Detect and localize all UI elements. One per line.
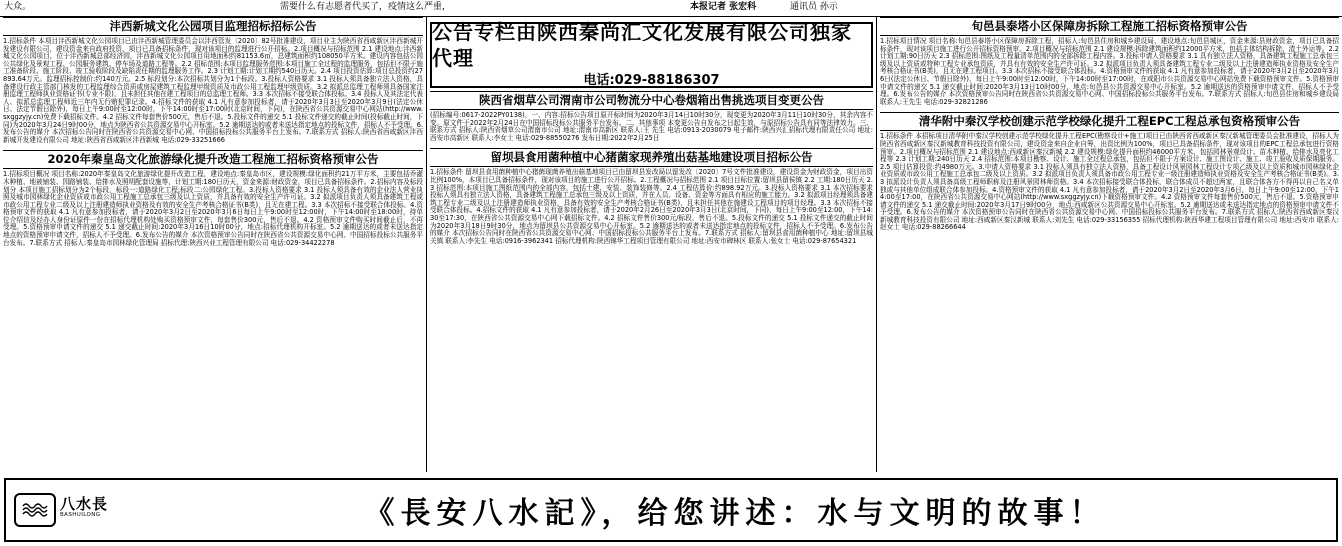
top-strip-fragment-left: 大众。 <box>4 2 32 12</box>
advertisement-headline: 公告专栏由陕西秦尚汇文化发展有限公司独家代理 <box>432 20 852 70</box>
notice-block <box>3 150 423 247</box>
byline-right: 通讯员 孙示 <box>790 2 838 12</box>
brand-logo <box>14 488 134 532</box>
notice-body: 1.招标项目情况 项目名称:旬邑县泰塔小区保障房拆除工程，招标人:旬邑县住房和城乡建设局，建设地点:旬邑县城区，资金来源:县财政资金，项目已具备招标条件，现对该项目施工进行公开招标资格预审。2.项目概况与招标范围 2.1 建设规模:拆除建筑面积约12000平方米，包括主体结构拆除、渣土外运等。2.2 计划工期:90日历天 2.3 招标范围:图纸及工程量清单范围内的全部拆除工程内容。3.投标申请人资格要求 3.1 具有独立法人资格，具备建筑工程施工总承包三级及以上资质或特种工程专业承包资质，并具有有效的安全生产许可证。3.2 拟派项目负责人须具备建筑工程专业二级及以上注册建造师执业资格及安全生产考核合格证书(B类)，且无在建工程项目。3.3 本次招标不接受联合体投标。4.资格预审文件的获取 4.1 凡有意参加投标者，请于2020年3月2日至2020年3月6日(法定公休日、节假日除外)，每日上午9:00时至12:00时，下午14:00时至17:00时，在咸阳市公共资源交易中心网站免费下载资格预审文件。5.资格预审申请文件的递交 5.1 递交截止时间:2020年3月13日10时00分，地点:旬邑县公共资源交易中心开标室。5.2 逾期送达的资格预审申请文件，招标人不予受理。6.发布公告的媒介 本次资格预审公告同时在陕西省公共资源交易中心网、中国招标投标公共服务平台发布。7.联系方式 招标人:旬邑县住房和城乡建设局 联系人:王先生 电话:029-32821286 <box>880 37 1339 106</box>
banner-slogan: 《長安八水記》，给您讲述：水与文明的故事！ <box>364 496 1106 531</box>
notice-title: 2020年秦皇岛文化旅游绿化提升改造工程施工招标资格预审公告 <box>3 150 423 169</box>
byline-label: 本报记者 张宏科 <box>690 2 757 12</box>
notice-block <box>3 17 423 144</box>
notice-body: 1.招标条件 本项目沣西新城文化公园项目已由沣西新城管理委员会以沣西管发〔2020〕82号批准建设，项目业主为陕西省西咸新区沣西新城开发建设有限公司，建设资金来自政府投资，项目已具备招标条件，现对该项目的监理进行公开招标。2.项目概况与招标范围 2.1 建设地点:沣西新城文化公园项目，位于沣西新城总部经济园，沣西新城文化公园项目用地面积约81153.6㎡，总建筑面积约108050平方米。建设内容包括公园公共绿化及景观工程、公园服务建筑、停车场及道路工程等。2.2 招标范围:本项目监理服务范围:本项目施工全过程的监理服务，包括但不限于施工准备阶段、施工阶段、竣工验收阶段及缺陷责任期的监理服务工作。2.3 计划工期:计划工期约540日历天。2.4 项目投资估算:项目总投资约27893.64万元。监理招标控制价:约140万元。2.5 标段划分:本次招标共划分为1个标段。3.投标人资格要求 3.1 投标人须具备独立法人资格，具备建设行政主管部门核发的工程监理综合资质或房屋建筑工程监理甲级资质及市政公用工程监理甲级资质。3.2 拟派总监理工程师须具备国家注册监理工程师执业资格证书(专业不限)，且未担任其他在建工程项目的总监理工程师。3.3 本次招标不接受联合体投标。3.4 投标人及其法定代表人、拟派总监理工程师近三年内无行贿犯罪记录。4.招标文件的获取 4.1 凡有意参加投标者，请于2020年3月3日至2020年3月9日(法定公休日、法定节假日除外)，每日上午9:00时至12:00时，下午14:00时至17:00时(北京时间，下同)，在陕西省公共资源交易中心网站(http://www.sxggzyjy.cn)免费下载招标文件。4.2 招标文件每套售价500元，售后不退。5.投标文件的递交 5.1 投标文件递交的截止时间(投标截止时间，下同)为2020年3月24日9时00分，地点为陕西省公共资源交易中心开标室。5.2 逾期送达的或者未送达指定地点的投标文件，招标人不予受理。6.发布公告的媒介 本次招标公告同时在陕西省公共资源交易中心网、中国招标投标公共服务平台上发布。7.联系方式 招标人:陕西省西咸新区沣西新城开发建设有限公司 地址:陕西省西咸新区沣西新城 电话:029-33251666 <box>3 37 423 144</box>
notice-block <box>430 91 873 142</box>
notice-title: 陕西省烟草公司渭南市公司物流分中心卷烟箱出售挑选项目变更公告 <box>430 91 873 110</box>
notice-body: 1.招标条件 本招标项目清华附中秦汉学校创建示范学校绿化提升工程EPC(勘察设计+施工)项目已由陕西省西咸新区秦汉新城管理委员会批准建设，招标人为陕西省西咸新区秦汉新城教育科技投资有限公司，建设资金来自企业自筹，出资比例为100%，项目已具备招标条件，现对该项目的EPC工程总承包进行资格预审。2.项目概况与招标范围 2.1 建设地点:西咸新区秦汉新城 2.2 建设规模:绿化提升面积约46000平方米，包括园林景观设计、苗木种植、给排水及亮化工程等 2.3 计划工期:240日历天 2.4 招标范围:本项目勘察、设计、施工全过程总承包，包括但不限于方案设计、施工图设计、施工、竣工验收及质保期服务。2.5 项目估算投资:约4980万元。3.申请人资格要求 3.1 投标人须具有独立法人资格，具备工程设计风景园林工程设计专项乙级及以上资质和城市园林绿化企业资质或市政公用工程施工总承包二级及以上资质。3.2 拟派项目负责人须具备市政公用工程专业一级注册建造师执业资格及安全生产考核合格证书(B类)。3.3 拟派设计负责人须具备高级工程师职称及注册风景园林师资格。3.4 本次招标接受联合体投标，联合体成员不超过两家，且联合体各方不得再以自己名义单独或与其他单位组成联合体参加投标。4.资格预审文件的获取 4.1 凡有意参加投标者，请于2020年3月2日至2020年3月6日，每日上午9:00至12:00，下午14:00至17:00，在陕西省公共资源交易中心网站(http://www.sxggzyjy.cn)下载资格预审文件。4.2 资格预审文件每套售价500元，售后不退。5.资格预审申请文件的递交 5.1 递交截止时间:2020年3月17日9时00分，地点:西咸新区公共资源交易中心开标室。5.2 逾期送达或未送达指定地点的资格预审申请文件不予受理。6.发布公告的媒介 本次资格预审公告同时在陕西省公共资源交易中心网、中国招标投标公共服务平台发布。7.联系方式 招标人:陕西省西咸新区秦汉新城教育科技投资有限公司 地址:西咸新区秦汉新城 联系人:刘先生 电话:029-33156355 招标代理机构:陕西华建工程项目管理有限公司 地址:西安市 联系人:赵女士 电话:029-88266644 <box>880 132 1339 232</box>
notice-block <box>430 148 873 245</box>
notice-body: 1.招标项目概况 项目名称:2020年秦皇岛文化旅游绿化提升改造工程，建设地点:秦皇岛市区，建设规模:绿化面积约21万平方米，主要包括乔灌木种植、地被铺装、园路铺装、给排水及照明配套设施等，计划工期:180日历天，资金来源:财政资金，项目已具备招标条件。2.招标内容及标段划分 本项目施工招标划分为2个标段，标段一:道路绿化工程;标段二:公园绿化工程。3.投标人资格要求 3.1 投标人须具备有效的企业法人营业执照及城市园林绿化企业资质或市政公用工程施工总承包三级及以上资质，并具备有效的安全生产许可证。3.2 拟派项目负责人须具备建筑工程或市政公用工程专业二级及以上注册建造师执业资格及有效的安全生产考核合格证书(B类)，且无在建工程。3.3 本次招标不接受联合体投标。4.资格预审文件的获取 4.1 凡有意参加投标者，请于2020年3月2日至2020年3月6日每日上午9:00时至12:00时，下午14:00时至18:00时，持单位介绍信及经办人身份证原件一份在招标代理机构处购买资格预审文件，每套售价300元，售后不退。4.2 资格预审文件购买时间截止后，不再受理。5.资格预审申请文件的递交 5.1 递交截止时间:2020年3月16日10时00分，地点:招标代理机构开标室。5.2 逾期送达的或者未送达指定地点的资格预审申请文件，招标人不予受理。6.发布公告的媒介 本次资格预审公告同时在陕西省公共资源交易中心网、中国招标投标公共服务平台发布。7.联系方式 招标人:秦皇岛市园林绿化管理局 招标代理:陕西兴业工程管理有限公司 电话:029-34422278 <box>3 170 423 247</box>
notice-title: 清华附中秦汉学校创建示范学校绿化提升工程EPC工程总承包资格预审公告 <box>880 112 1339 131</box>
notice-body: (招标编号:0617-2022PY0138)，一、内容:招标公告项目原开标时间为2020年3月14日10时30分，现变更为2020年3月11日10时30分，其余内容不变。原文件于2022年2月24日在中国招标投标公共服务平台发布。二、其他事项 本变更公告自发布之日起生效，与原招标公告具有同等法律效力。三、联系方式 招标人:陕西省烟草公司渭南市公司 地址:渭南市高新区 联系人:王 先生 电话:0913-2030079 电子邮件:陕西兴汇招标代理有限责任公司 地址:西安市高新区 联系人:李女士 电话:029-88550276 发布日期:2022年2月25日 <box>430 111 873 142</box>
top-strip-fragment-mid: 需要什么有志愿者代买了，疫情这么严重， <box>280 2 452 12</box>
notice-title: 旬邑县泰塔小区保障房拆除工程施工招标资格预审公告 <box>880 17 1339 36</box>
brand-logo-text <box>60 495 109 521</box>
brand-name-en: BASHUILONG <box>60 512 101 518</box>
bottom-banner <box>4 478 1338 542</box>
notice-block <box>880 17 1339 106</box>
column-right <box>880 17 1339 472</box>
notice-title: 留坝县食用菌种植中心猪菌家现养殖出菇基地建设项目招标公告 <box>430 148 873 167</box>
notice-block <box>880 112 1339 232</box>
wave-icon <box>14 493 56 527</box>
advertisement-box <box>430 22 873 88</box>
brand-name-cn: 八水長 <box>60 495 109 513</box>
column-left <box>3 17 423 472</box>
advertisement-phone: 电话:029-88186307 <box>583 73 720 88</box>
notice-title: 沣西新城文化公园项目监理招标招标公告 <box>3 17 423 36</box>
top-strip <box>0 0 1342 17</box>
notice-body: 1.招标条件 留坝县食用菌种植中心猪菌现菌养殖出菇基地项目已由留坝县发改局以留发改〔2020〕7号文件批准建设，建设资金为财政资金，项目出资比例100%，本项目已具备招标条件，现对该项目的施工进行公开招标。2.工程概况与招标范围 2.1 项目目标位置:留坝县留侯镇 2.2 工期:180日历天 2.3 招标范围:本项目施工图纸范围内的全部内容，包括土建、安装、装饰装修等。2.4 工程估算价:约898.92万元。3.投标人资格要求 3.1 本次招标要求投标人须具有独立法人资格，具备建筑工程施工总承包三级及以上资质，并在人员、设备、资金等方面具有相应的施工能力。3.2 拟派项目经理须具备建筑工程专业二级及以上注册建造师执业资格，具备有效的安全生产考核合格证书(B类)，且未担任其他在施建设工程项目的项目经理。3.3 本次招标不接受联合体投标。4.招标文件的获取 4.1 凡有意参加投标者，请于2020年2月26日至2020年3月3日(北京时间，下同)，每日上午9:00至12:00，下午14:30至17:30，在陕西省公共资源交易中心网下载招标文件。4.2 招标文件售价300元/标段，售后不退。5.投标文件的递交 5.1 投标文件递交的截止时间为2020年3月18日9时30分，地点为留坝县公共资源交易中心开标室。5.2 逾期送达的或者未送达指定地点的投标文件，招标人不予受理。6.发布公告的媒介 本次招标公告同时在陕西省公共资源交易中心网、中国招标投标公共服务平台上发布。7.联系方式 招标人:留坝县食用菌种植中心 地址:留坝县城关镇 联系人:李先生 电话:0916-3962341 招标代理机构:陕西锦华工程项目管理有限公司 地址:西安市碑林区 联系人:张女士 电话:029-87654321 <box>430 168 873 245</box>
